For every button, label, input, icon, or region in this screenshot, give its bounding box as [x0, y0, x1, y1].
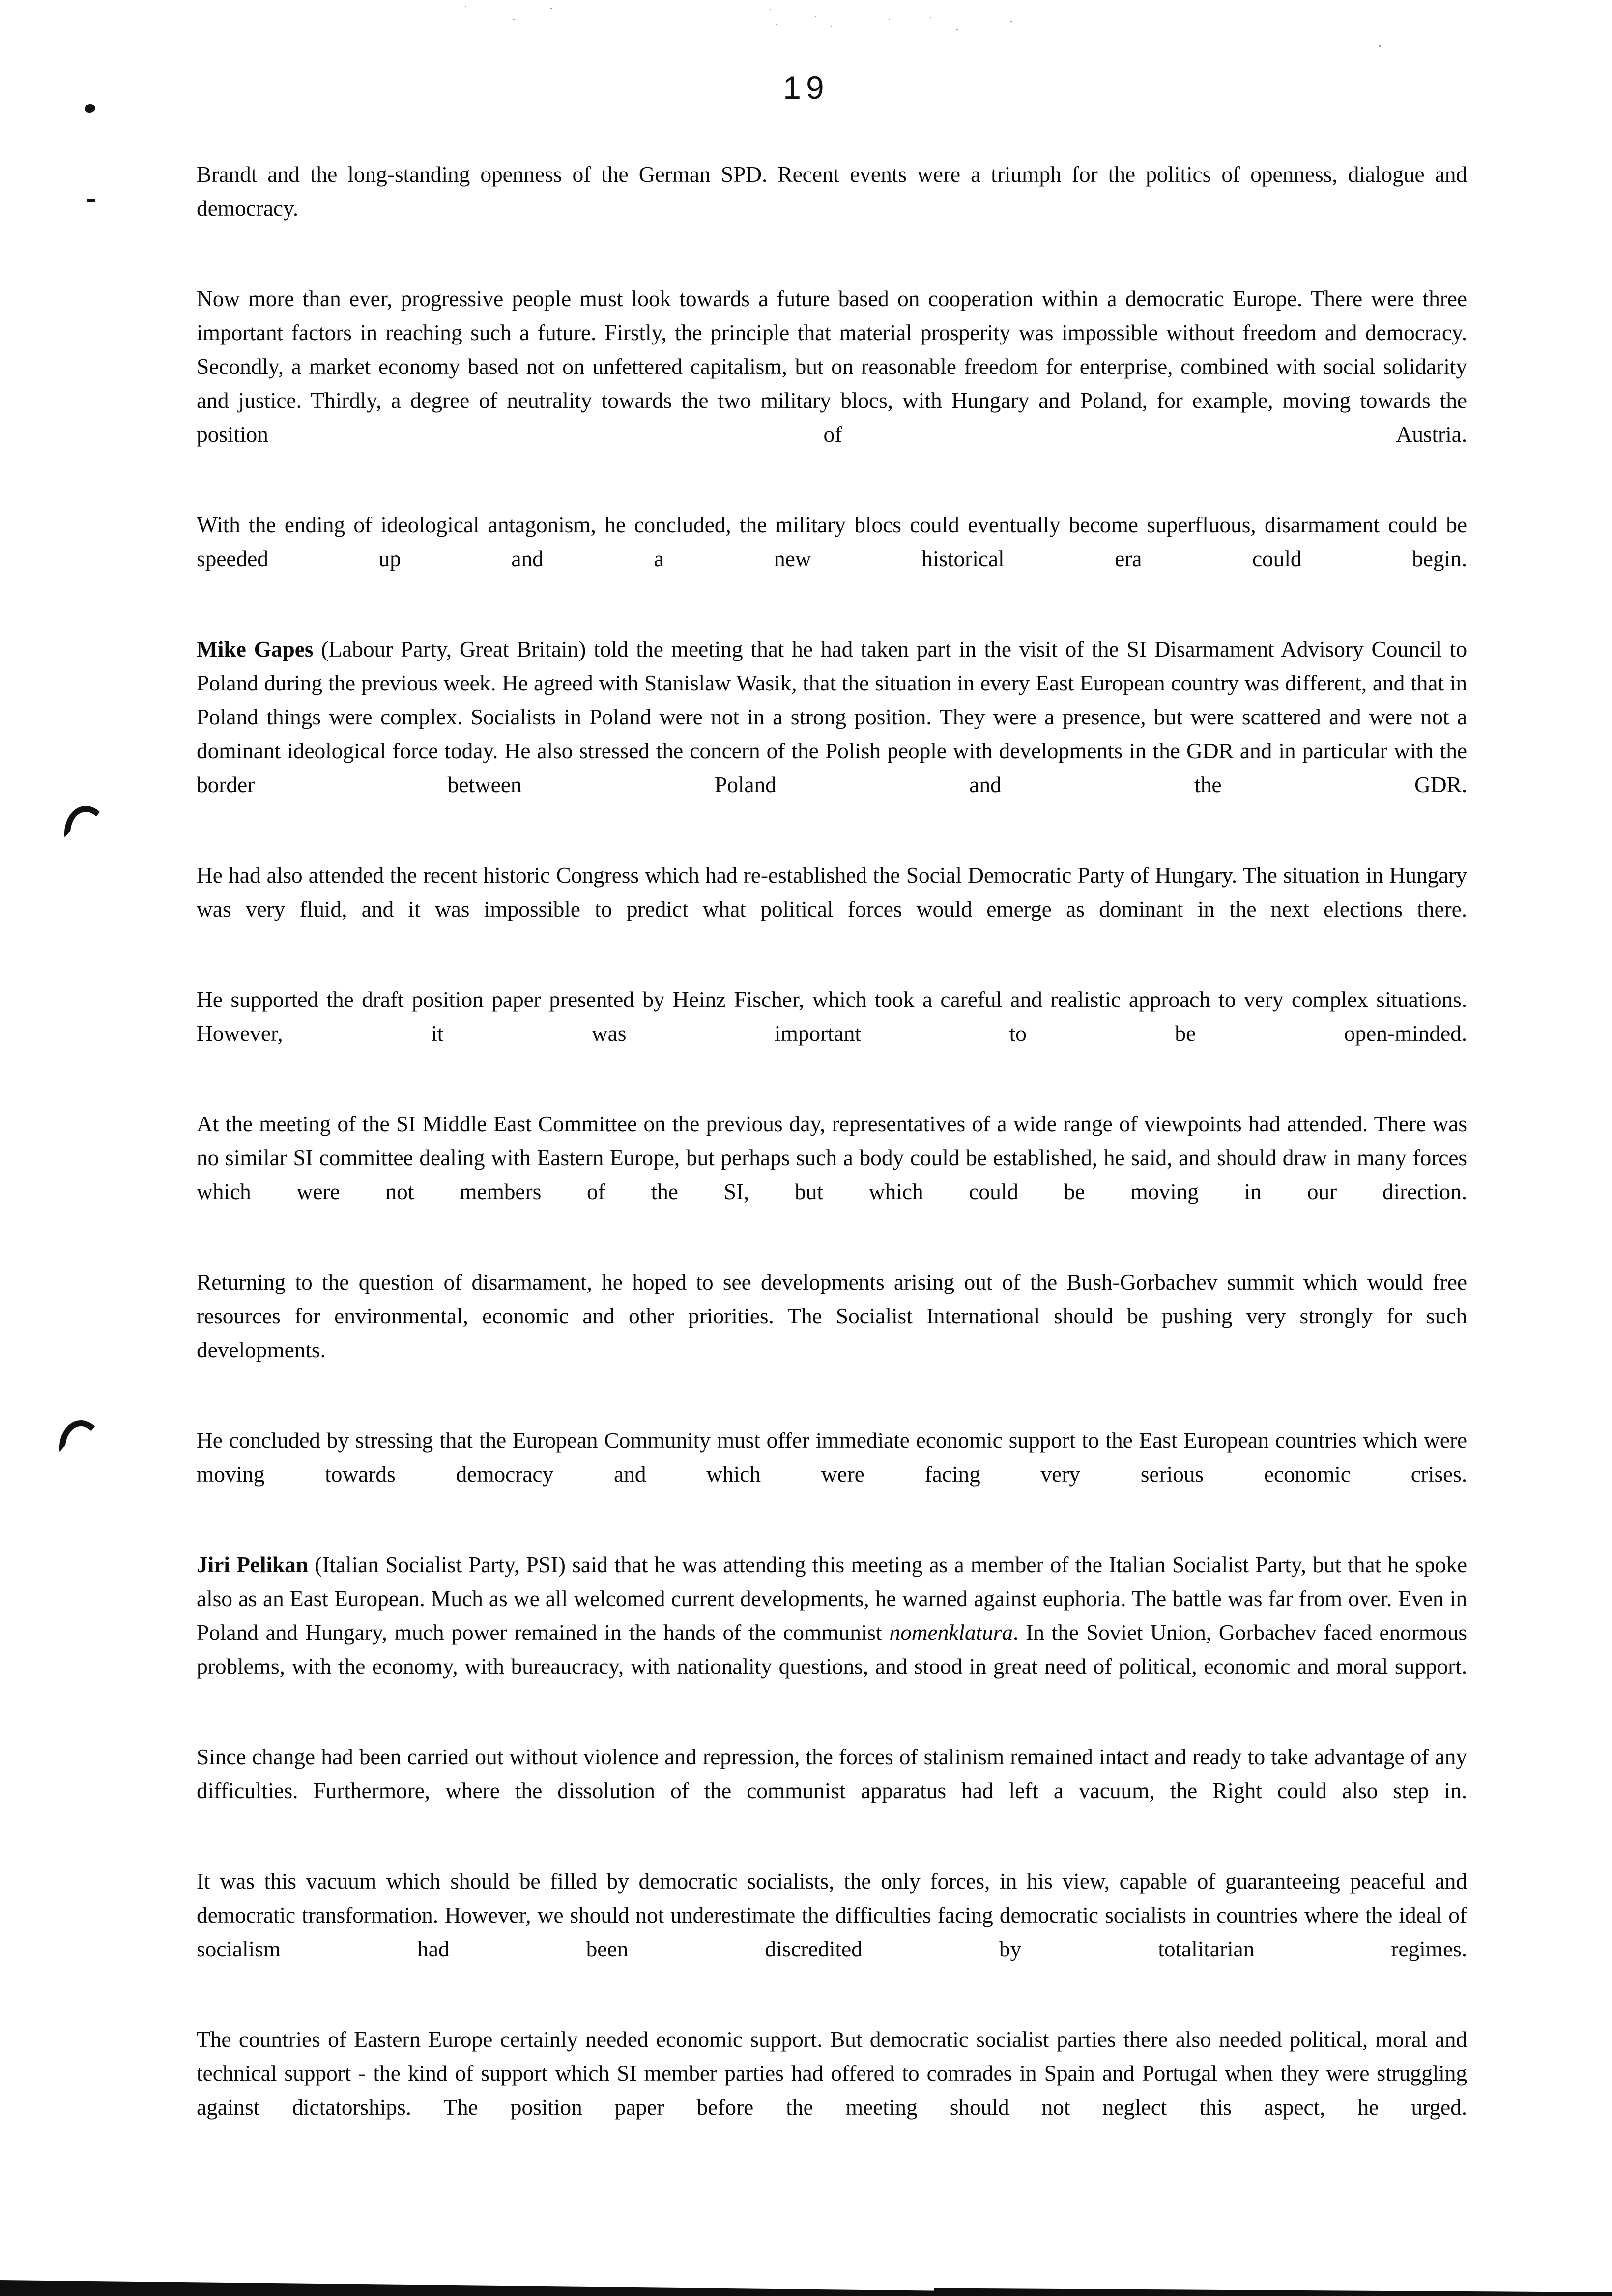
paragraph: At the meeting of the SI Middle East Committee on the previous day, representatives of a wide range of viewpoints had attended. There was no similar SI committee dealing with Eastern Europe, but perhaps such a body could be established, he said, and should draw in many forces which were not members of the SI, but which could be moving in our direction.	[197, 1111, 1467, 1204]
paragraph: Since change had been carried out without violence and repression, the forces of stalinism remained intact and ready to take advantage of any difficulties. Furthermore, where the dissolution of the communist apparatus had left a vacuum, the Right could also step in.	[197, 1744, 1467, 1803]
margin-arc-mark	[61, 804, 110, 837]
paragraph: He concluded by stressing that the European Community must offer immediate economic support to the East European countries which were moving towards democracy and which were facing very serious economic crises.	[197, 1428, 1467, 1487]
italic-foreign-term: nomenklatura	[889, 1620, 1013, 1645]
paragraph-speaker-mike-gapes	[197, 632, 1467, 835]
paragraph: Brandt and the long-standing openness of the German SPD. Recent events were a triumph for the politics of openness, dialogue and democracy.	[197, 162, 1467, 221]
speaker-name: Mike Gapes	[197, 636, 314, 661]
scan-speckle	[1379, 45, 1381, 47]
scan-speckle	[956, 29, 958, 30]
scan-speckle	[776, 24, 777, 25]
scan-speckle	[550, 8, 552, 9]
paragraph: It was this vacuum which should be filled by democratic socialists, the only forces, in his view, capable of guaranteeing peaceful and democratic transformation. However, we should not underestimate the difficulties facing democratic socialists in countries where the ideal of socialism had been discredited by totalitarian regimes.	[197, 1868, 1467, 1961]
paragraph: Returning to the question of disarmament, he hoped to see developments arising out of the Bush-Gorbachev summit which would free resources for environmental, economic and other priorities. The Socialist International should be pushing very strongly for such developments.	[197, 1269, 1467, 1362]
scan-speckle	[770, 9, 771, 10]
scan-speckle	[889, 19, 890, 20]
paragraph: The countries of Eastern Europe certainly needed economic support. But democratic socialist parties there also needed political, moral and technical support - the kind of support which SI member parties had offered to comrades in Spain and Portugal when they were struggling against dictatorships. The position paper before the meeting should not neglect this aspect, he urged.	[197, 2027, 1467, 2120]
page-number: 19	[783, 69, 829, 106]
margin-arc-mark	[57, 1418, 105, 1452]
margin-ink-dash-mark	[87, 199, 95, 202]
body-text-column	[197, 157, 1467, 2158]
paragraph: He supported the draft position paper presented by Heinz Fischer, which took a careful and realistic approach to very complex situations. However, it was important to be open-minded.	[197, 987, 1467, 1046]
speaker-name: Jiri Pelikan	[197, 1552, 309, 1577]
paragraph-text: (Labour Party, Great Britain) told the meeting that he had taken part in the visit of the SI Disarmament Advisory Council to Poland during the previous week. He agreed with Stanislaw Wasik, that the situation in every East European country was different, and that in Poland things were complex. Socialists in Poland were not in a strong position. They were a presence, but were scattered and were not a dominant ideological force today. He also stressed the concern of the Polish people with developments in the GDR and in particular with the border between Poland and the GDR.	[197, 636, 1467, 797]
scan-edge-bar	[934, 2288, 1612, 2296]
scan-speckle	[465, 6, 466, 7]
scan-speckle	[1010, 21, 1012, 22]
scan-speckle	[930, 17, 931, 18]
scan-speckle	[513, 19, 515, 20]
paragraph-text-before-italic: (Italian Socialist Party, PSI) said that he was attending this meeting as a member of the Italian Socialist Party, but that he spoke also as an East European. Much as we all welcomed current developments, he warned against euphoria. The battle was far from over. Even in Poland and Hungary, much power remained in the hands of the communist	[197, 1552, 1467, 1645]
paragraph: With the ending of ideological antagonism, he concluded, the military blocs could eventually become superfluous, disarmament could be speeded up and a new historical era could begin.	[197, 512, 1467, 571]
scan-bottom-edge	[0, 2237, 1612, 2296]
paragraph: Now more than ever, progressive people must look towards a future based on cooperation within a democratic Europe. There were three important factors in reaching such a future. Firstly, the principle that material prosperity was impossible without freedom and democracy. Secondly, a market economy based not on unfettered capitalism, but on reasonable freedom for enterprise, combined with social solidarity and justice. Thirdly, a degree of neutrality towards the two military blocs, with Hungary and Poland, for example, moving towards the position of Austria.	[197, 286, 1467, 447]
scan-speckle	[831, 26, 832, 27]
paragraph: He had also attended the recent historic Congress which had re-established the Social Democratic Party of Hungary. The situation in Hungary was very fluid, and it was impossible to predict what political forces would emerge as dominant in the next elections there.	[197, 862, 1467, 921]
paragraph-speaker-jiri-pelikan	[197, 1548, 1467, 1717]
paragraph-text-after-italic: . In the Soviet Union, Gorbachev faced enormous problems, with the economy, with bureaucracy, with nationality questions, and stood in great need of political, economic and moral support.	[197, 1620, 1467, 1679]
scan-speckle	[815, 16, 816, 17]
